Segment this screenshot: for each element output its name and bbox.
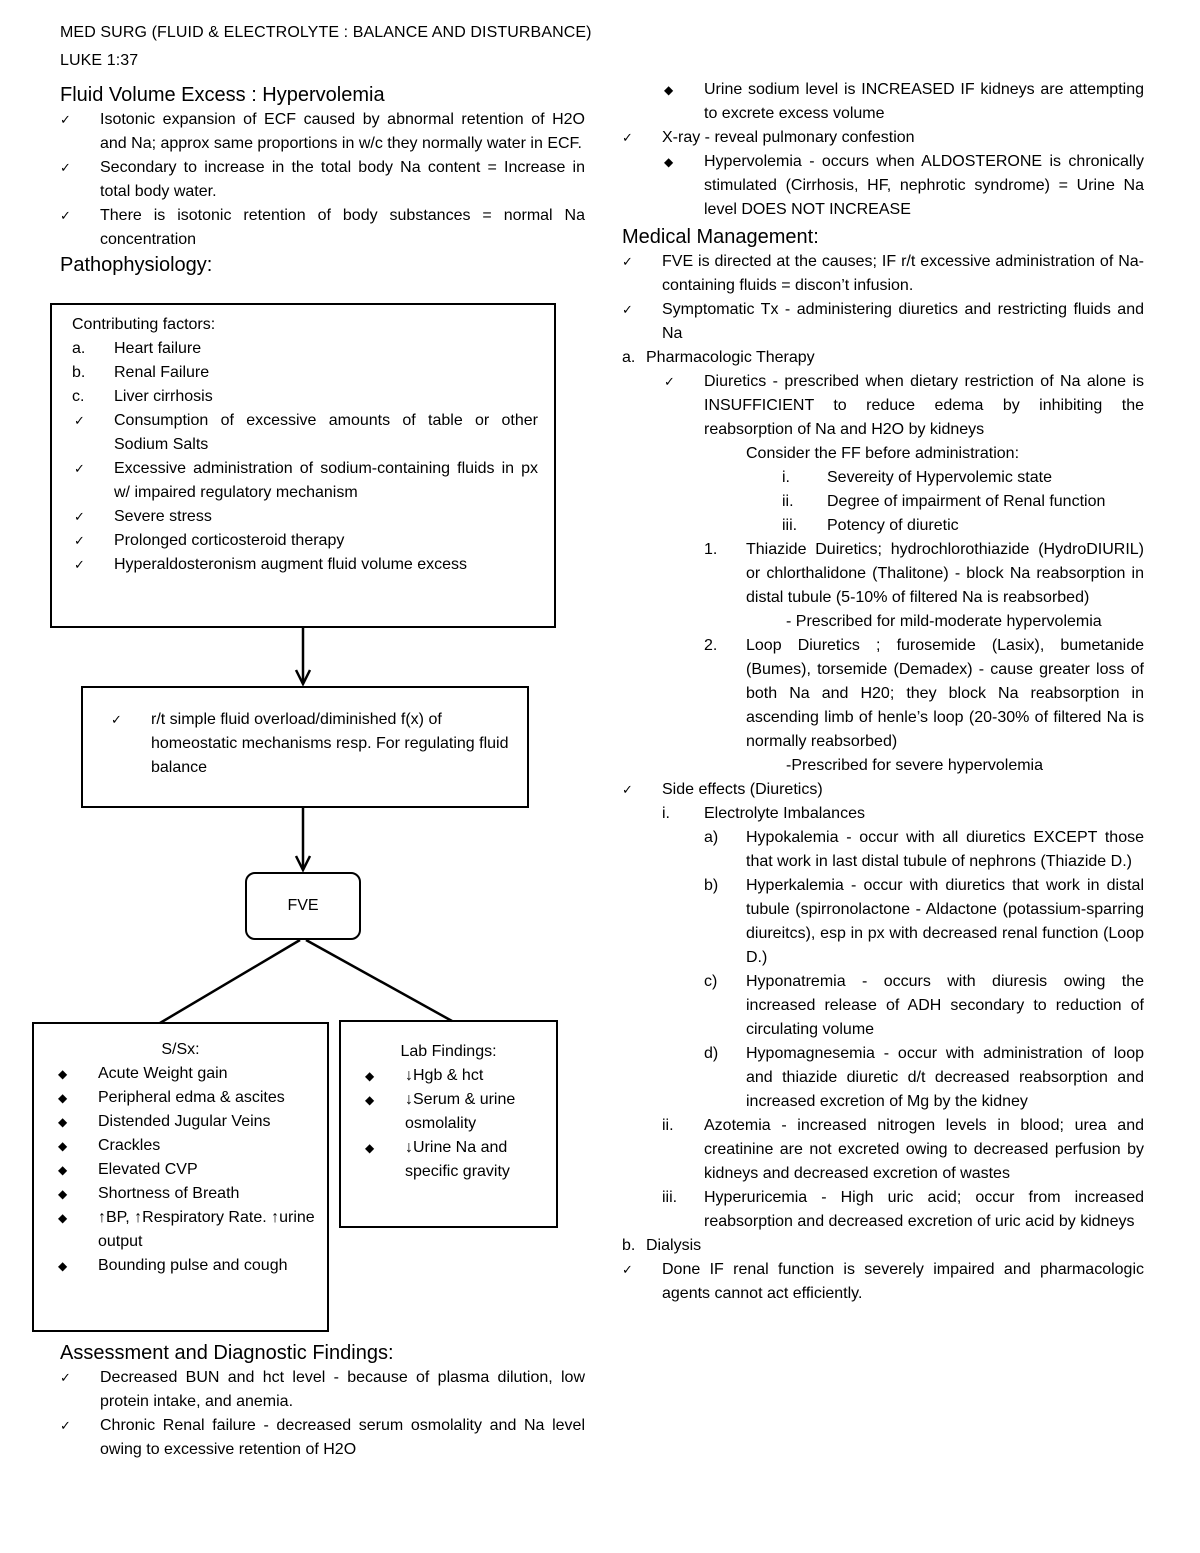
factor-text: Liver cirrhosis: [114, 388, 213, 405]
list-item: ✓ There is isotonic retention of body substances = normal Na concentration: [60, 204, 585, 252]
pathophysiology-heading: Pathophysiology:: [60, 254, 213, 276]
factor-text: Renal Failure: [114, 364, 210, 381]
hypervolemia-list: [664, 150, 1144, 222]
list-item: ✓ Hyperaldosteronism augment fluid volume excess: [74, 553, 538, 577]
list-item: [622, 490, 1144, 514]
consider-text: Severeity of Hypervolemic state: [827, 469, 1052, 486]
mechanism-list: [111, 708, 511, 780]
list-item: ✓ X-ray - reveal pulmonary confestion: [622, 126, 1144, 150]
list-item: ✓ Diuretics - prescribed when dietary restriction of Na alone is INSUFFICIENT to reduce edema by inhibiting the reabsorption of Na and H2O by kidneys: [664, 370, 1144, 442]
thiazide-text: Thiazide Duiretics; hydrochlorothiazide (HydroDIURIL) or chlorthalidone (Thalitone) - block Na reabsorption in distal tubule (5-10% of filtered Na is reabsorbed): [746, 541, 1144, 606]
effect-text: Hypomagnesemia - occur with administration of loop and thiazide diuretic d/t decreased reabsorption and increased excretion of Mg by the kidney: [746, 1045, 1144, 1110]
list-marker: a): [704, 829, 719, 846]
ssx-title: S/Sx:: [161, 1041, 200, 1058]
assessment-list: [60, 1366, 585, 1462]
list-marker: 2.: [704, 637, 718, 654]
list-marker: ii.: [662, 1117, 674, 1134]
electrolyte-text: Electrolyte Imbalances: [704, 805, 865, 822]
diuretics-list: [664, 370, 1144, 442]
effect-text: Hyponatremia - occurs with diuresis owing the increased release of ADH secondary to reduction of circulating volume: [746, 973, 1144, 1038]
list-item: ◆ Hypervolemia - occurs when ALDOSTERONE is chronically stimulated (Cirrhosis, HF, nephrotic syndrome) = Urine Na level DOES NOT INCREASE: [664, 150, 1144, 222]
list-item: [622, 514, 1144, 538]
list-item: ✓ Prolonged corticosteroid therapy: [74, 529, 538, 553]
loop-note: -Prescribed for severe hypervolemia: [786, 757, 1043, 774]
thiazide-note: - Prescribed for mild-moderate hypervolemia: [786, 613, 1102, 630]
list-item: ◆ ↑BP, ↑Respiratory Rate. ↑urine output: [58, 1206, 317, 1254]
fve-heading: Fluid Volume Excess : Hypervolemia: [60, 84, 385, 106]
connector-line: [306, 940, 452, 1021]
list-item: ◆ ↓Urine Na and specific gravity: [365, 1136, 546, 1184]
list-item: ✓ Severe stress: [74, 505, 538, 529]
list-item: [622, 1042, 1144, 1114]
list-item: ✓ FVE is directed at the causes; IF r/t excessive administration of Na-containing fluids = discon’t infusion.: [622, 250, 1144, 298]
pharmacologic-therapy: [622, 346, 1144, 370]
factor-text: Heart failure: [114, 340, 202, 357]
list-item: ✓ Done IF renal function is severely impaired and pharmacologic agents cannot act efficiently.: [622, 1258, 1144, 1306]
lab-list: [365, 1064, 546, 1184]
azotemia-item: [622, 1114, 1144, 1186]
list-marker: a.: [622, 349, 636, 366]
hyperuricemia-text: Hyperuricemia - High uric acid; occur from increased reabsorption and decreased excretion of uric acid by kidneys: [704, 1189, 1144, 1230]
lab-findings-box: [339, 1020, 558, 1228]
connector-line: [160, 940, 300, 1023]
list-item: ✓ Side effects (Diuretics): [622, 778, 1144, 802]
list-marker: b): [704, 877, 719, 894]
list-item: ✓ Decreased BUN and hct level - because of plasma dilution, low protein intake, and anemia.: [60, 1366, 585, 1414]
list-item: [622, 826, 1144, 874]
loop-text: Loop Diuretics ; furosemide (Lasix), bumetanide (Bumes), torsemide (Demadex) - cause greater loss of both Na and H20; they block Na reabsorption in ascending limb of henle’s loop (20-30% of filtered Na is normally reabsorbed): [746, 637, 1144, 750]
list-marker: a.: [72, 340, 86, 357]
effect-text: Hyperkalemia - occur with diuretics that work in distal tubule (spirronolactone - Aldactone (potassium-sparring diureitcs), esp in px with decreased renal function (Loop D.): [746, 877, 1144, 966]
list-item: ✓ Excessive administration of sodium-containing fluids in px w/ impaired regulatory mechanism: [74, 457, 538, 505]
list-item: ✓ Isotonic expansion of ECF caused by abnormal retention of H2O and Na; approx same proportions in w/c they normally water in ECF.: [60, 108, 585, 156]
pharm-title: Pharmacologic Therapy: [646, 349, 815, 366]
list-item: ◆ Shortness of Breath: [58, 1182, 317, 1206]
mechanism-box: [81, 686, 529, 808]
list-item: ◆ Bounding pulse and cough: [58, 1254, 317, 1278]
ssx-list: [58, 1062, 317, 1278]
dialysis-list: [622, 1258, 1144, 1306]
urine-list: [664, 78, 1144, 126]
list-item: ◆ Peripheral edma & ascites: [58, 1086, 317, 1110]
list-item: ◆ Distended Jugular Veins: [58, 1110, 317, 1134]
assessment-heading: Assessment and Diagnostic Findings:: [60, 1342, 394, 1364]
list-item: ◆ Elevated CVP: [58, 1158, 317, 1182]
effect-text: Hypokalemia - occur with all diuretics EXCEPT those that work in last distal tubule of nephrons (Thiazide D.): [746, 829, 1144, 870]
list-marker: b.: [72, 364, 86, 381]
azotemia-text: Azotemia - increased nitrogen levels in blood; urea and creatinine are not excreted owing to decreased perfusion by kidneys and decreased excretion of wastes: [704, 1117, 1144, 1182]
loop-item: [622, 634, 1144, 754]
lab-title: Lab Findings:: [400, 1043, 497, 1060]
thiazide-item: [622, 538, 1144, 610]
list-item: ✓ Symptomatic Tx - administering diuretics and restricting fluids and Na: [622, 298, 1144, 346]
fve-box: [245, 872, 361, 940]
list-marker: d): [704, 1045, 719, 1062]
dialysis-title: Dialysis: [646, 1237, 702, 1254]
side-effects-list: [622, 778, 1144, 802]
list-marker: iii.: [782, 517, 798, 534]
hyperuricemia-item: [622, 1186, 1144, 1234]
dialysis-item: [622, 1234, 1144, 1258]
consider-text: Degree of impairment of Renal function: [827, 493, 1106, 510]
list-marker: c.: [72, 388, 85, 405]
document-title: MED SURG (FLUID & ELECTROLYTE : BALANCE AND DISTURBANCE): [60, 24, 592, 41]
list-marker: i.: [782, 469, 790, 486]
fve-label: FVE: [287, 897, 319, 914]
list-marker: ii.: [782, 493, 794, 510]
list-marker: b.: [622, 1237, 636, 1254]
list-item: ◆ Crackles: [58, 1134, 317, 1158]
list-item: [622, 874, 1144, 970]
xray-list: [622, 126, 1144, 150]
factors-title: Contributing factors:: [72, 316, 216, 333]
management-heading: Medical Management:: [622, 226, 819, 248]
electrolyte-item: [622, 802, 1144, 826]
list-item: ✓ Chronic Renal failure - decreased serum osmolality and Na level owing to excessive retention of H2O: [60, 1414, 585, 1462]
list-marker: iii.: [662, 1189, 678, 1206]
list-item: [622, 466, 1144, 490]
list-item: ✓ Secondary to increase in the total body Na content = Increase in total body water.: [60, 156, 585, 204]
management-list: [622, 250, 1144, 346]
signs-symptoms-box: [32, 1022, 329, 1332]
list-item: [622, 970, 1144, 1042]
list-item: ◆ ↓Serum & urine osmolality: [365, 1088, 546, 1136]
list-item: ✓ Consumption of excessive amounts of table or other Sodium Salts: [74, 409, 538, 457]
assessment-section: [60, 1340, 585, 1462]
list-item: ◆ Urine sodium level is INCREASED IF kidneys are attempting to excrete excess volume: [664, 78, 1144, 126]
right-column: [622, 78, 1144, 1306]
consider-label: Consider the FF before administration:: [746, 445, 1020, 462]
list-item: ◆ ↓Hgb & hct: [365, 1064, 546, 1088]
list-marker: c): [704, 973, 718, 990]
list-item: ◆ Acute Weight gain: [58, 1062, 317, 1086]
list-item: ✓ r/t simple fluid overload/diminished f(x) of homeostatic mechanisms resp. For regulating fluid balance: [111, 708, 511, 780]
list-marker: 1.: [704, 541, 718, 558]
consider-text: Potency of diuretic: [827, 517, 959, 534]
verse-reference: LUKE 1:37: [60, 52, 139, 69]
list-marker: i.: [662, 805, 670, 822]
